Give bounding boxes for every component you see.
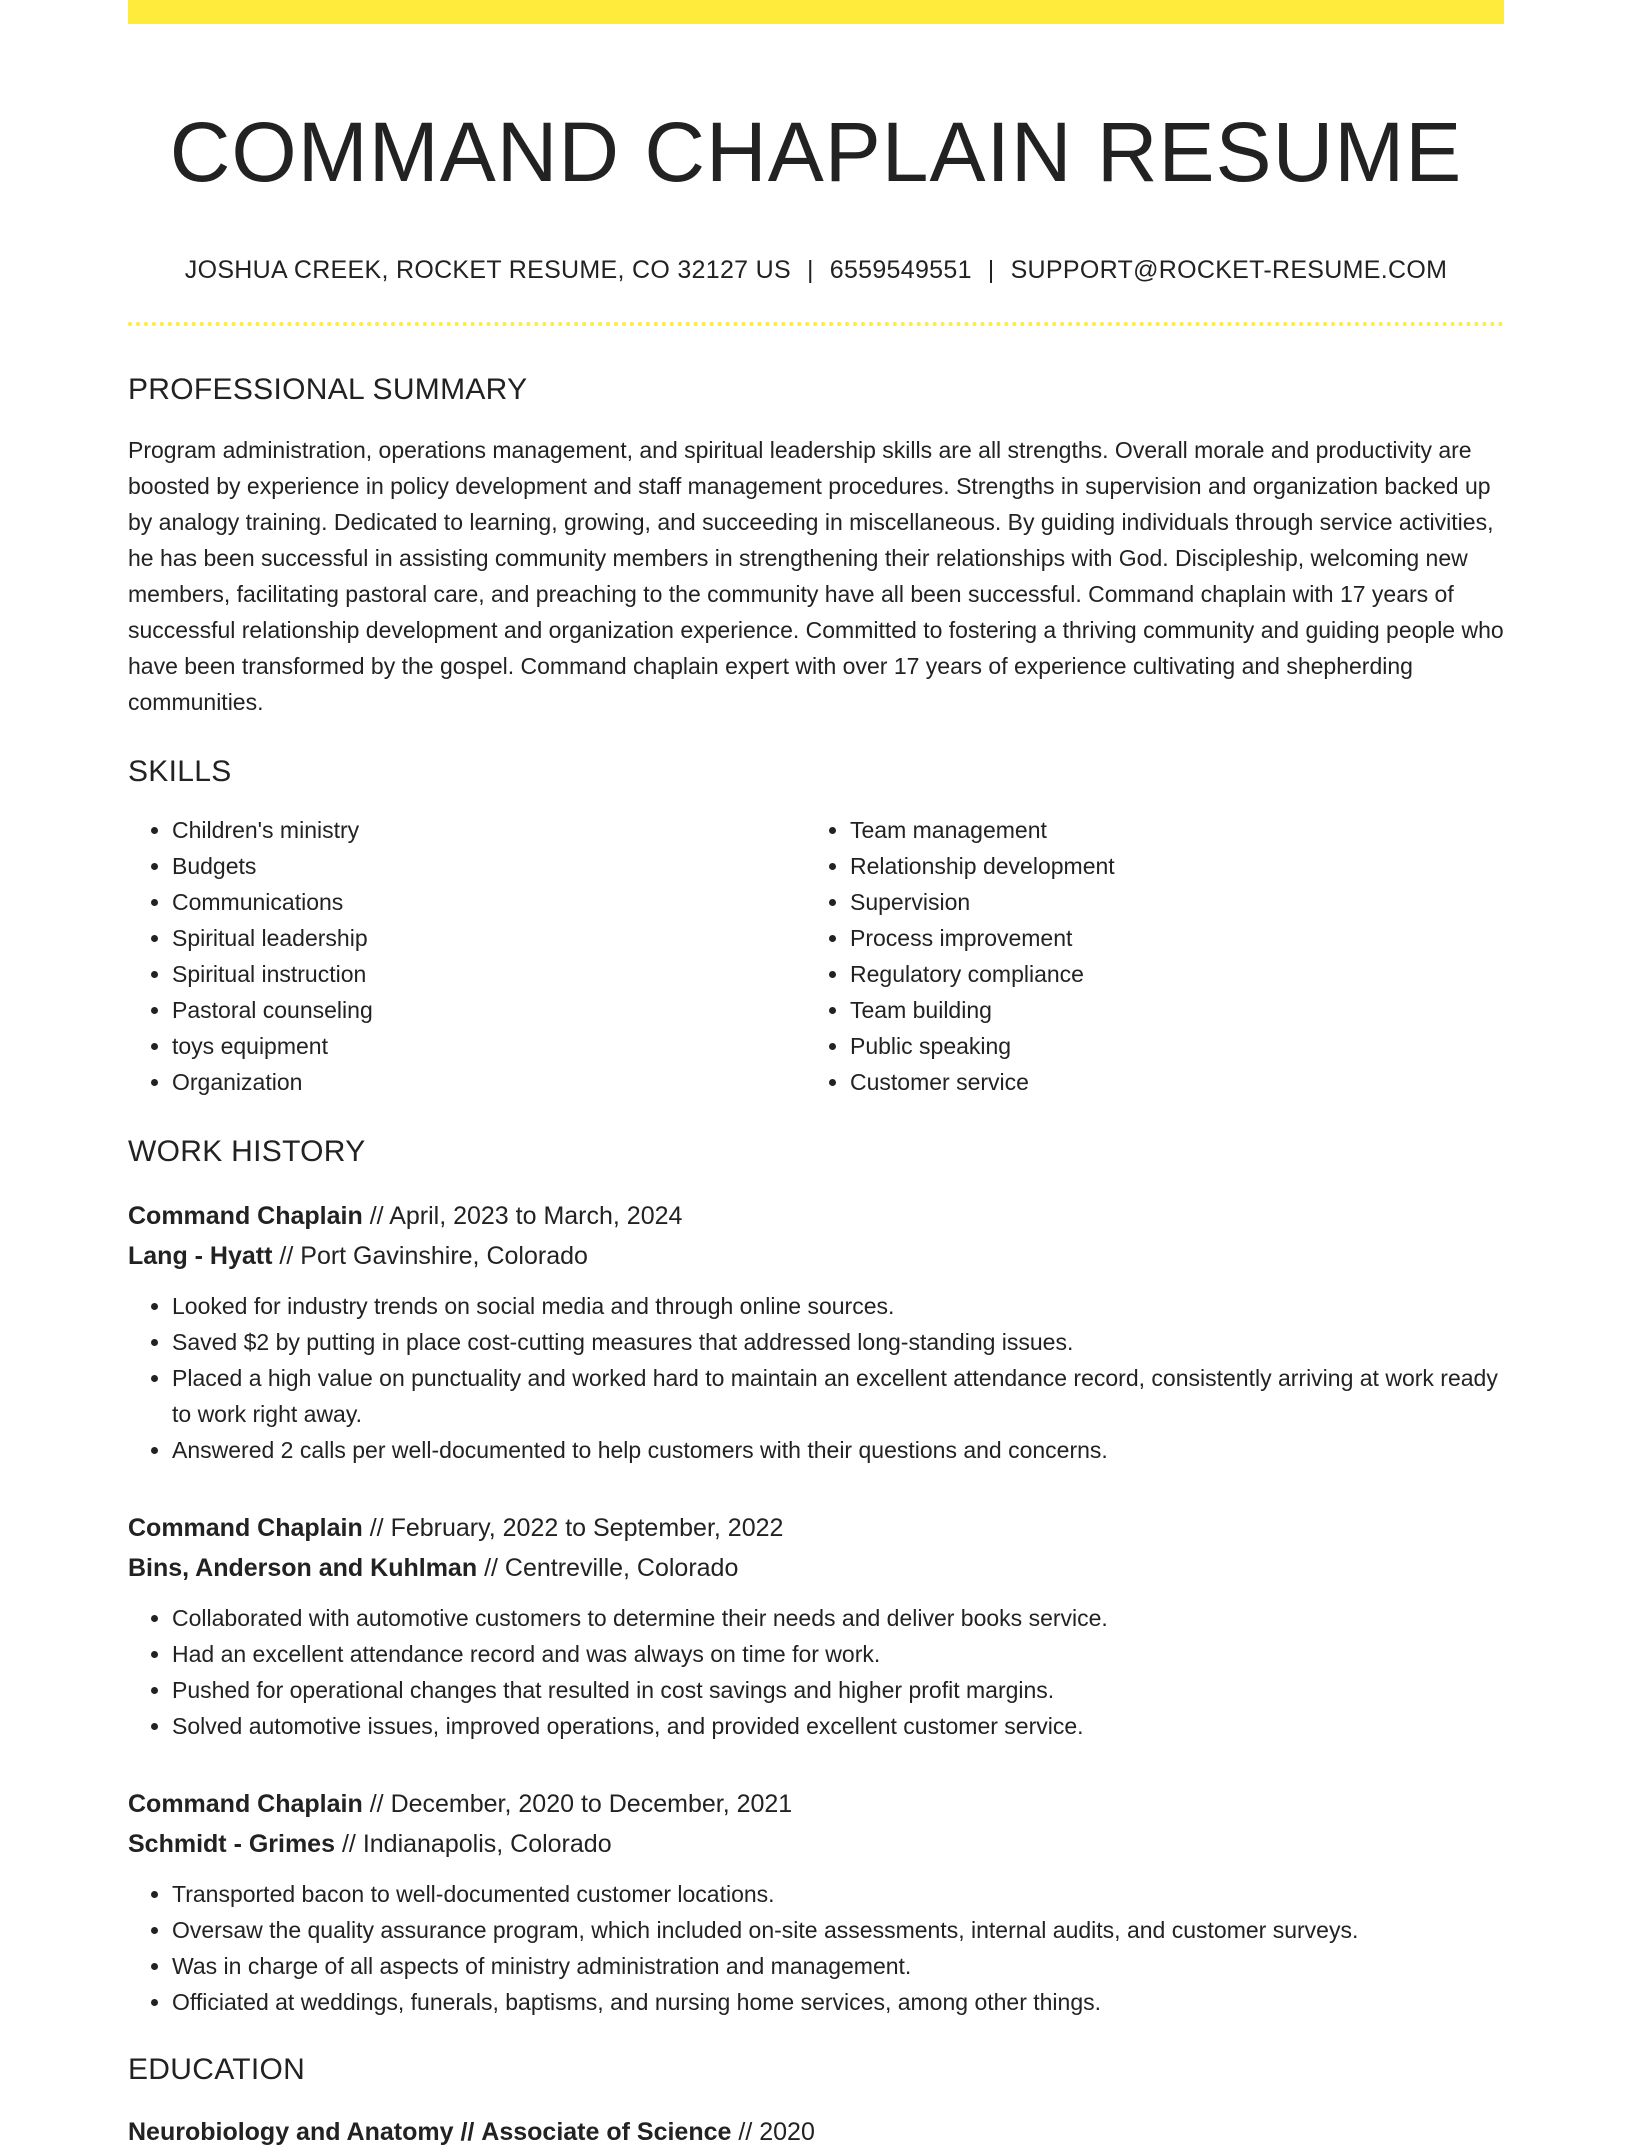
education-year: 2020 bbox=[759, 2118, 815, 2146]
contact-phone: 6559549551 bbox=[829, 256, 972, 284]
job-bullet: • Collaborated with automotive customers to determine their needs and deliver books service. bbox=[172, 1600, 1504, 1636]
skill-item: • Children's ministry bbox=[172, 812, 806, 848]
summary-text: Program administration, operations management, and spiritual leadership skills are all strengths. Overall morale and productivity are boosted by experience in policy development and staff management procedures. Strengths in supervision and organization backed up by analogy training. Dedicated to learning, growing, and succeeding in miscellaneous. By guiding individuals through service activities, he has been successful in assisting community members in strengthening their relationships with God. Discipleship, welcoming new members, facilitating pastoral care, and preaching to the community have all been successful. Command chaplain with 17 years of successful relationship development and organization experience. Committed to fostering a thriving community and guiding people who have been transformed by the gospel. Command chaplain expert with over 17 years of experience cultivating and shepherding communities. bbox=[128, 437, 1504, 715]
skill-item: • Public speaking bbox=[850, 1028, 1484, 1064]
education-degree: Associate of Science bbox=[481, 2118, 732, 2146]
job-company: Schmidt - Grimes bbox=[128, 1830, 335, 1858]
job-bullet: • Looked for industry trends on social media and through online sources. bbox=[172, 1288, 1504, 1324]
job-entry bbox=[128, 1508, 1504, 1744]
resume-title: COMMAND CHAPLAIN RESUME bbox=[169, 105, 1463, 199]
contact-email: SUPPORT@ROCKET-RESUME.COM bbox=[1010, 256, 1448, 284]
divider: // bbox=[484, 1554, 498, 1582]
job-bullets bbox=[128, 1600, 1504, 1744]
contact-address: JOSHUA CREEK, ROCKET RESUME, CO 32127 US bbox=[184, 256, 791, 284]
skill-item: • Relationship development bbox=[850, 848, 1484, 884]
skill-item: • Communications bbox=[172, 884, 806, 920]
job-dates: December, 2020 to December, 2021 bbox=[390, 1790, 793, 1818]
contact-separator: | bbox=[806, 256, 814, 284]
skill-item: • Spiritual leadership bbox=[172, 920, 806, 956]
summary-heading: PROFESSIONAL SUMMARY bbox=[128, 373, 528, 406]
job-bullet: • Saved $2 by putting in place cost-cutting measures that addressed long-standing issues. bbox=[172, 1324, 1504, 1360]
divider: // bbox=[369, 1514, 384, 1542]
resume-page bbox=[128, 0, 1504, 2152]
skill-item: • toys equipment bbox=[172, 1028, 806, 1064]
job-title: Command Chaplain bbox=[128, 1514, 363, 1542]
skills-heading: SKILLS bbox=[128, 755, 232, 788]
job-dates: April, 2023 to March, 2024 bbox=[389, 1202, 683, 1230]
education-entry bbox=[128, 2112, 1504, 2152]
skill-item: • Spiritual instruction bbox=[172, 956, 806, 992]
job-location: Centreville, Colorado bbox=[504, 1554, 739, 1582]
skills-column-left bbox=[128, 812, 806, 1100]
skill-item: • Team building bbox=[850, 992, 1484, 1028]
job-location: Port Gavinshire, Colorado bbox=[300, 1242, 588, 1270]
divider: // bbox=[460, 2118, 475, 2146]
job-bullet: • Officiated at weddings, funerals, baptisms, and nursing home services, among other things. bbox=[172, 1984, 1504, 2020]
education-field: Neurobiology and Anatomy bbox=[128, 2118, 454, 2146]
job-company: Bins, Anderson and Kuhlman bbox=[128, 1554, 478, 1582]
divider: // bbox=[341, 1830, 356, 1858]
divider: // bbox=[369, 1202, 384, 1230]
job-company: Lang - Hyatt bbox=[128, 1242, 273, 1270]
divider: // bbox=[369, 1790, 384, 1818]
job-company-line bbox=[128, 1236, 1504, 1276]
job-bullet: • Had an excellent attendance record and was always on time for work. bbox=[172, 1636, 1504, 1672]
job-title: Command Chaplain bbox=[128, 1790, 363, 1818]
job-title-line bbox=[128, 1508, 1504, 1548]
job-entry bbox=[128, 1784, 1504, 2020]
job-bullet: • Answered 2 calls per well-documented to help customers with their questions and concerns. bbox=[172, 1432, 1504, 1468]
skill-item: • Organization bbox=[172, 1064, 806, 1100]
work-history-heading: WORK HISTORY bbox=[128, 1135, 366, 1168]
skill-item: • Budgets bbox=[172, 848, 806, 884]
contact-line bbox=[128, 254, 1504, 286]
job-location: Indianapolis, Colorado bbox=[362, 1830, 612, 1858]
job-bullet: • Pushed for operational changes that resulted in cost savings and higher profit margins. bbox=[172, 1672, 1504, 1708]
job-title-line bbox=[128, 1196, 1504, 1236]
job-bullet: • Transported bacon to well-documented customer locations. bbox=[172, 1876, 1504, 1912]
job-bullet: • Oversaw the quality assurance program, which included on-site assessments, internal audits, and customer surveys. bbox=[172, 1912, 1504, 1948]
skill-item: • Supervision bbox=[850, 884, 1484, 920]
job-bullet: • Was in charge of all aspects of ministry administration and management. bbox=[172, 1948, 1504, 1984]
skill-item: • Pastoral counseling bbox=[172, 992, 806, 1028]
contact-separator: | bbox=[987, 256, 995, 284]
job-dates: February, 2022 to September, 2022 bbox=[390, 1514, 784, 1542]
divider: // bbox=[738, 2118, 753, 2146]
job-company-line bbox=[128, 1824, 1504, 1864]
divider: // bbox=[279, 1242, 294, 1270]
accent-top-bar bbox=[128, 0, 1504, 24]
job-title-line bbox=[128, 1784, 1504, 1824]
skill-item: • Process improvement bbox=[850, 920, 1484, 956]
skills-list bbox=[128, 812, 1504, 1100]
job-bullet: • Placed a high value on punctuality and worked hard to maintain an excellent attendance record, consistently arriving at work ready to work right away. bbox=[172, 1360, 1504, 1432]
skills-column-right bbox=[806, 812, 1484, 1100]
job-entry bbox=[128, 1196, 1504, 1468]
job-title: Command Chaplain bbox=[128, 1202, 363, 1230]
job-bullet: • Solved automotive issues, improved operations, and provided excellent customer service. bbox=[172, 1708, 1504, 1744]
skill-item: • Customer service bbox=[850, 1064, 1484, 1100]
skill-item: • Regulatory compliance bbox=[850, 956, 1484, 992]
job-company-line bbox=[128, 1548, 1504, 1588]
job-bullets bbox=[128, 1288, 1504, 1468]
job-bullets bbox=[128, 1876, 1504, 2020]
dotted-divider bbox=[128, 322, 1504, 326]
skill-item: • Team management bbox=[850, 812, 1484, 848]
education-heading: EDUCATION bbox=[128, 2053, 306, 2086]
